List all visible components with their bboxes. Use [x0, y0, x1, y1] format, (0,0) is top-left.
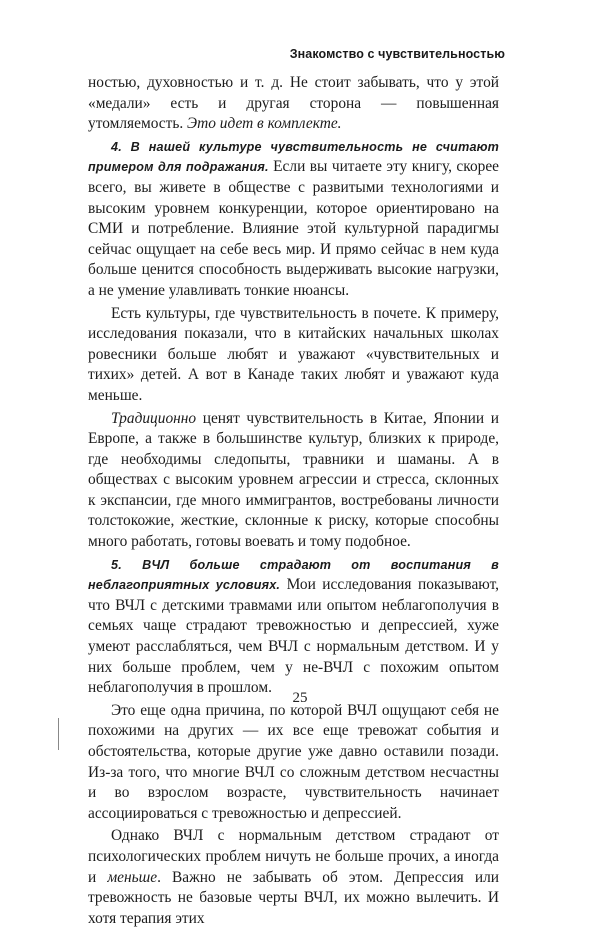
paragraph-cultures [88, 304, 499, 407]
run-in-heading-5: 5. ВЧЛ больше страдают от воспитания в неблагоприятных условиях. [88, 557, 499, 593]
paragraph-traditions [88, 409, 499, 553]
paragraph-text: Это еще одна причина, по которой ВЧЛ ощущают себя не похожими на других — их все еще тревожат события и обстоятельства, которые другие уже давно оставили позади. Из-за того, что многие ВЧЛ со сложным детством несчастны и во взрослом возрасте, чувствительность начинает ассоциироваться с тревожностью и депрессией. [88, 701, 499, 822]
paragraph-text-end: . Важно не забывать об этом. Депрессия или тревожность не базовые черты ВЧЛ, их можно вылечить. И хотя терапия этих [88, 868, 499, 927]
paragraph-italic: меньше [107, 868, 158, 886]
paragraph-italic: Традиционно [111, 409, 197, 427]
running-header: Знакомство с чувствительностью [289, 47, 505, 61]
paragraph-text: Однако ВЧЛ с нормальным детством страдают от психологических проблем ничуть не больше прочих, а иногда и [88, 827, 499, 886]
paragraph-point-4 [88, 137, 499, 302]
paragraph-text: ценят чувствительность в Китае, Японии и Европе, а также в большинстве культур, близких к природе, где необходимы следопыты, травники и шаманы. А в обществах с высоким уровнем агрессии и стресса, склонных к экспансии, где много иммигрантов, востребованы личности толстокожие, жесткие, склонные к риску, которые способны много работать, готовы воевать и тому подобное. [88, 409, 499, 551]
paragraph-text: Мои исследования показывают, что ВЧЛ с детскими травмами или опытом неблагополучия в семьях чаще страдают тревожностью и депрессией, хуже умеют расслабляться, чем ВЧЛ с нормальным детством. И у них больше проблем, чем у не-ВЧЛ с похожим опытом неблагополучия в прошлом. [88, 576, 499, 697]
paragraph-continuation [88, 73, 499, 135]
run-in-heading-4: 4. В нашей культуре чувствительность не считают примером для подражания. [88, 139, 499, 175]
paragraph-text: Если вы читаете эту книгу, скорее всего, вы живете в обществе с развитыми технологиями и высоким уровнем конкуренции, которое ориентировано на СМИ и потребление. Влияние этой культурной парадигмы сейчас ощущает на себе весь мир. И прямо сейчас в нем куда больше ценится способность выдерживать высокие нагрузки, а не умение улавливать тонкие нюансы. [88, 158, 499, 299]
paragraph-italic: Это идет в комплекте. [187, 115, 342, 133]
page-binding-edge [58, 718, 59, 750]
page-number: 25 [292, 690, 308, 706]
paragraph-reason [88, 701, 499, 825]
paragraph-text: ностью, духовностью и т. д. Не стоит забывать, что у этой «медали» есть и другая сторона — повышенная утомляемость. [88, 74, 499, 133]
paragraph-normal-childhood [88, 826, 499, 929]
page-body [88, 73, 499, 929]
paragraph-text: Есть культуры, где чувствительность в почете. К примеру, исследования показали, что в китайских начальных школах ровесники больше любят и уважают «чувствительных и тихих» детей. А вот в Канаде таких любят и уважают куда меньше. [88, 304, 499, 404]
paragraph-point-5 [88, 555, 499, 699]
